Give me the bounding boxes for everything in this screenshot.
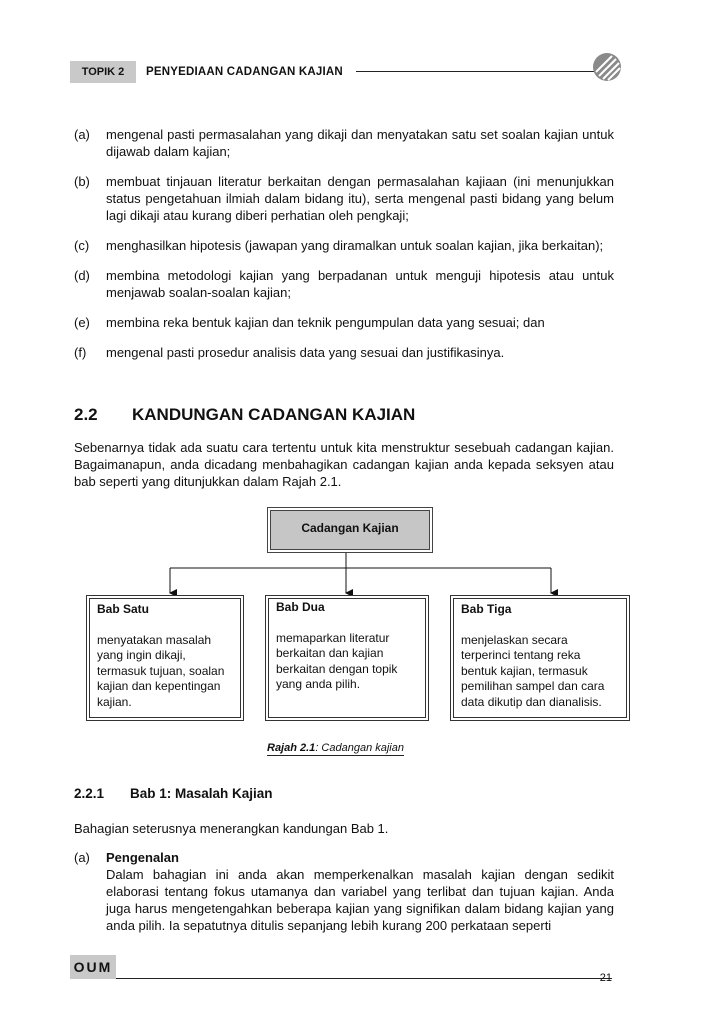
page-number: 21: [599, 972, 612, 984]
subsection-item: [74, 849, 614, 934]
diagram-root-box: Cadangan Kajian: [267, 507, 433, 553]
diagram-box-bab-tiga: [450, 595, 630, 721]
diagram-box-text: menjelaskan secara terperinci tentang reka bentuk kajian, termasuk pemilihan sampel dan cara data dikutip dan dianalisis.: [461, 632, 605, 709]
diagram-box-text: menyatakan masalah yang ingin dikaji, termasuk tujuan, soalan kajian dan kepentingan kajian.: [97, 632, 225, 709]
list-item-text: menghasilkan hipotesis (jawapan yang diramalkan untuk soalan kajian, jika berkaitan);: [106, 238, 604, 253]
list-item-text: mengenal pasti permasalahan yang dikaji dan menyatakan satu set soalan kajian untuk dijawab dalam kajian;: [106, 127, 614, 159]
list-item-label: (b): [74, 174, 90, 189]
diagram-box-title: Bab Tiga: [461, 602, 512, 616]
publisher-badge: OUM: [70, 955, 116, 979]
section-title: KANDUNGAN CADANGAN KAJIAN: [132, 405, 416, 424]
list-item-label: (e): [74, 315, 90, 330]
list-item-label: (c): [74, 238, 90, 253]
subsection-item-label: (a): [74, 850, 90, 865]
diagram-box-bab-dua: [265, 595, 429, 721]
footer-rule: [116, 978, 612, 979]
section-number: 2.2: [74, 405, 98, 424]
list-item-label: (d): [74, 268, 90, 283]
subsection-heading: [74, 786, 273, 801]
subsection-item-title: Pengenalan: [106, 850, 179, 865]
list-item-label: (a): [74, 127, 90, 142]
list-item-text: membina reka bentuk kajian dan teknik pengumpulan data yang sesuai; dan: [106, 315, 545, 330]
diagram-box-bab-satu: [86, 595, 244, 721]
diagram-box-title: Bab Satu: [97, 602, 150, 616]
section-intro: Sebenarnya tidak ada suatu cara tertentu untuk kita menstruktur sesebuah cadangan kajian. Bagaimanapun, anda dicadang menbahagikan cadangan kajian anda kepada seksyen atau bab seperti yang ditunjukkan dalam Rajah 2.1.: [74, 440, 614, 489]
list-item-text: membina metodologi kajian yang berpadanan untuk menguji hipotesis atau untuk menjawab soalan-soalan kajian;: [106, 268, 614, 300]
subsection-number: 2.2.1: [74, 786, 105, 801]
subsection-title: Bab 1: Masalah Kajian: [130, 786, 273, 801]
diagram-box-text: memaparkan literatur berkaitan dan kajian berkaitan dengan topik yang anda pilih.: [276, 630, 398, 691]
subsection-intro: Bahagian seterusnya menerangkan kandungan Bab 1.: [74, 821, 389, 836]
diagram-box-title: Bab Dua: [276, 600, 325, 614]
list-item-text: membuat tinjauan literatur berkaitan dengan permasalahan kajiaan (ini menunjukkan status pengetahuan ilmiah dalam bidang itu), serta mengenal pasti bidang yang belum lagi dikaji atau kurang diberi perhatian oleh pengkaji;: [106, 174, 614, 223]
figure-caption-text: : Cadangan kajian: [315, 742, 404, 754]
figure-caption: [267, 741, 404, 756]
list-item-label: (f): [74, 345, 87, 360]
list-item-text: mengenal pasti prosedur analisis data yang sesuai dan justifikasinya.: [106, 345, 505, 360]
subsection-item-text: Dalam bahagian ini anda akan memperkenalkan masalah kajian dengan sedikit elaborasi tentang fokus utamanya dan variabel yang terlibat dan tujuan kajian. Anda juga harus mengetengahkan beberapa kajian yang signifikan dalam bidang kajian yang anda pilih. Ia sepatutnya ditulis sepanjang lebih kurang 200 perkataan seperti: [106, 867, 614, 933]
figure-caption-label: Rajah 2.1: [267, 742, 316, 754]
header-title: PENYEDIAAN CADANGAN KAJIAN: [146, 66, 343, 78]
topic-badge: TOPIK 2: [70, 61, 136, 83]
